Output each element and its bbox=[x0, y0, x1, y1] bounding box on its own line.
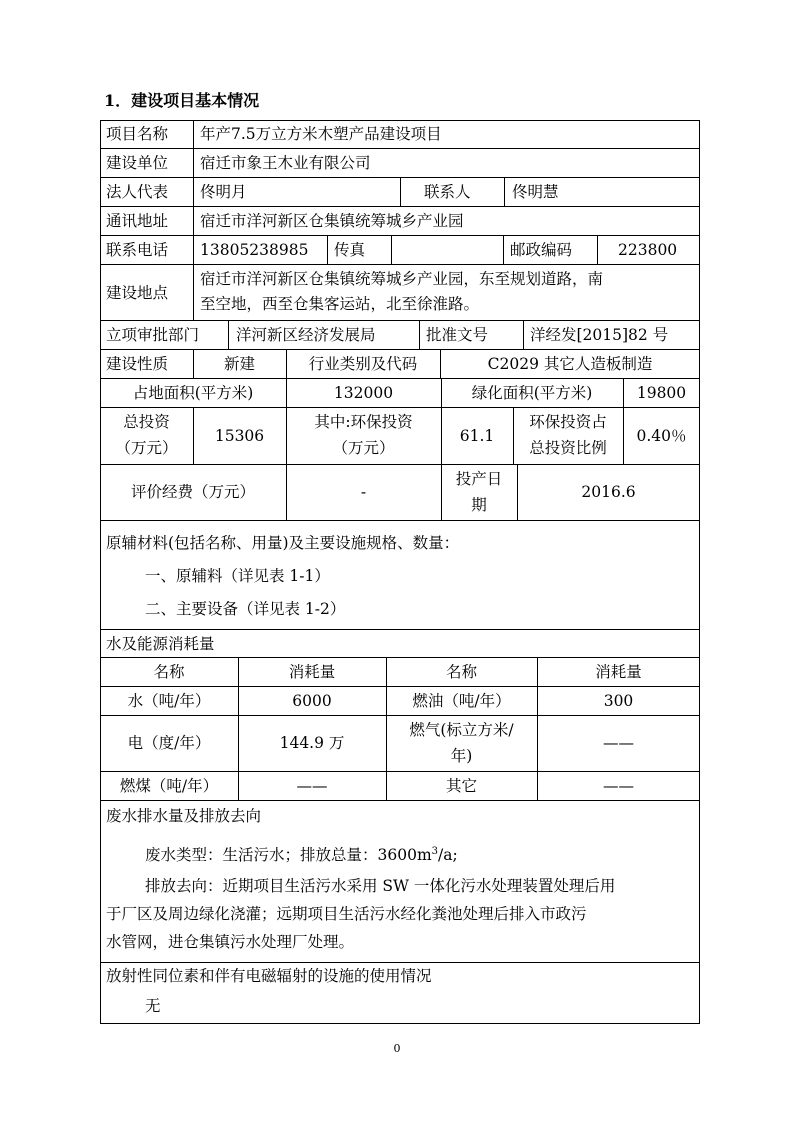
wastewater-type-sup: 3 bbox=[431, 846, 439, 857]
industry-value: C2029 其它人造板制造 bbox=[487, 355, 653, 373]
row-divider bbox=[100, 235, 700, 236]
env-ratio-label-line2: 总投资比例 bbox=[529, 439, 607, 457]
row-divider bbox=[100, 320, 700, 321]
page-number: 0 bbox=[393, 1042, 401, 1055]
row-divider bbox=[100, 715, 700, 716]
col-divider bbox=[523, 320, 524, 349]
materials-item-raw: 一、原辅料（详见表 1-1） bbox=[145, 567, 330, 585]
energy-col-name: 名称 bbox=[153, 663, 185, 681]
col-divider bbox=[400, 177, 401, 206]
fee-value: - bbox=[360, 483, 367, 501]
approval-label: 立项审批部门 bbox=[106, 326, 200, 344]
gas-value: —— bbox=[603, 734, 634, 752]
row-divider bbox=[100, 962, 700, 963]
env-investment-label-line2: （万元） bbox=[332, 439, 395, 457]
row-divider bbox=[100, 349, 700, 350]
builder-label: 建设单位 bbox=[106, 154, 169, 172]
nature-label: 建设性质 bbox=[106, 355, 169, 373]
col-divider bbox=[327, 235, 328, 264]
wastewater-dest-line3: 水管网，进仓集镇污水处理厂处理。 bbox=[106, 933, 355, 951]
env-investment-label-line1: 其中:环保投资 bbox=[314, 413, 413, 431]
section-title: 1．建设项目基本情况 bbox=[104, 91, 260, 110]
fax-label: 传真 bbox=[334, 241, 366, 259]
address-value: 宿迁市洋河新区仓集镇统筹城乡产业园 bbox=[200, 212, 464, 230]
water-value: 6000 bbox=[292, 692, 332, 710]
energy-col-amount: 消耗量 bbox=[288, 663, 336, 681]
col-divider bbox=[391, 235, 392, 264]
row-divider bbox=[100, 206, 700, 207]
gas-label-line2: 年) bbox=[450, 747, 473, 765]
radiation-value: 无 bbox=[145, 997, 161, 1015]
nature-value: 新建 bbox=[223, 355, 255, 373]
water-label: 水（吨/年） bbox=[127, 692, 211, 710]
site-value-line2: 至空地，西至仓集客运站，北至徐淮路。 bbox=[200, 295, 480, 313]
investment-value: 15306 bbox=[214, 427, 265, 445]
start-date-label-line2: 期 bbox=[471, 496, 487, 514]
gas-label-line1: 燃气(标立方米/ bbox=[409, 721, 514, 739]
area-value: 132000 bbox=[333, 384, 394, 402]
green-area-label: 绿化面积(平方米) bbox=[471, 384, 593, 402]
oil-value: 300 bbox=[603, 692, 634, 710]
wastewater-title: 废水排水量及排放去向 bbox=[106, 807, 262, 825]
materials-item-equipment: 二、主要设备（详见表 1-2） bbox=[145, 600, 346, 618]
coal-label: 燃煤（吨/年） bbox=[119, 777, 219, 795]
start-date-value: 2016.6 bbox=[581, 483, 636, 501]
site-value-line1: 宿迁市洋河新区仓集镇统筹城乡产业园，东至规划道路，南 bbox=[200, 270, 604, 288]
fee-label: 评价经费（万元） bbox=[130, 483, 255, 501]
investment-label-line1: 总投资 bbox=[123, 413, 170, 431]
legal-rep-value: 佟明月 bbox=[200, 183, 247, 201]
row-divider bbox=[100, 771, 700, 772]
other-label: 其它 bbox=[445, 777, 477, 795]
row-divider bbox=[100, 686, 700, 687]
energy-title: 水及能源消耗量 bbox=[106, 635, 215, 653]
row-divider bbox=[100, 148, 700, 149]
power-value: 144.9 万 bbox=[279, 734, 345, 752]
approval-value: 洋河新区经济发展局 bbox=[236, 326, 376, 344]
energy-col-amount-2: 消耗量 bbox=[595, 663, 642, 681]
wastewater-type: 废水类型：生活污水；排放总量：$3600m^3/a$; bbox=[145, 846, 458, 865]
col-divider bbox=[193, 120, 194, 320]
row-divider bbox=[100, 407, 700, 408]
start-date-label-line1: 投产日 bbox=[455, 470, 503, 488]
postcode-label: 邮政编码 bbox=[510, 241, 573, 259]
contact-value: 佟明慧 bbox=[512, 183, 559, 201]
project-name-value: 年产7.5万立方米木塑产品建设项目 bbox=[200, 125, 442, 143]
row-divider bbox=[100, 800, 700, 801]
postcode-value: 223800 bbox=[618, 241, 678, 259]
wastewater-dest-line1: 排放去向：近期项目生活污水采用 SW 一体化污水处理装置处理后用 bbox=[145, 877, 616, 895]
phone-value: 13805238985 bbox=[200, 241, 309, 259]
env-ratio-label-line1: 环保投资占 bbox=[529, 413, 607, 431]
oil-label: 燃油（吨/年） bbox=[412, 692, 511, 710]
approval-doc-value: 洋经发[2015]82 号 bbox=[530, 326, 669, 344]
row-divider bbox=[100, 464, 700, 465]
address-label: 通讯地址 bbox=[106, 212, 169, 230]
contact-label: 联系人 bbox=[424, 183, 471, 201]
radiation-title: 放射性同位素和伴有电磁辐射的设施的使用情况 bbox=[106, 967, 432, 985]
investment-label-line2: （万元） bbox=[115, 439, 178, 457]
phone-label: 联系电话 bbox=[106, 241, 169, 259]
materials-title: 原辅材料(包括名称、用量)及主要设施规格、数量： bbox=[106, 534, 460, 552]
green-area-value: 19800 bbox=[636, 384, 687, 402]
energy-col-name-2: 名称 bbox=[445, 663, 477, 681]
row-divider bbox=[100, 657, 700, 658]
area-label: 占地面积(平方米) bbox=[132, 384, 254, 402]
wastewater-dest-line2: 于厂区及周边绿化浇灌；远期项目生活污水经化粪池处理后排入市政污 bbox=[106, 905, 587, 923]
col-divider bbox=[597, 235, 598, 264]
builder-value: 宿迁市象王木业有限公司 bbox=[200, 154, 371, 172]
env-investment-value: 61.1 bbox=[459, 427, 495, 445]
industry-label: 行业类别及代码 bbox=[308, 355, 418, 373]
legal-rep-label: 法人代表 bbox=[106, 183, 169, 201]
row-divider bbox=[100, 378, 700, 379]
other-value: —— bbox=[603, 777, 634, 795]
row-divider bbox=[100, 520, 700, 521]
col-divider bbox=[503, 235, 504, 264]
col-divider bbox=[504, 177, 505, 206]
row-divider bbox=[100, 264, 700, 265]
coal-value: —— bbox=[296, 777, 328, 795]
row-divider bbox=[100, 629, 700, 630]
project-name-label: 项目名称 bbox=[106, 125, 169, 143]
site-label: 建设地点 bbox=[106, 284, 169, 302]
approval-doc-label: 批准文号 bbox=[426, 326, 489, 344]
power-label: 电（度/年） bbox=[127, 734, 211, 752]
col-divider bbox=[419, 320, 420, 349]
env-ratio-value: 0.40％ bbox=[636, 427, 687, 445]
col-divider bbox=[228, 320, 229, 349]
